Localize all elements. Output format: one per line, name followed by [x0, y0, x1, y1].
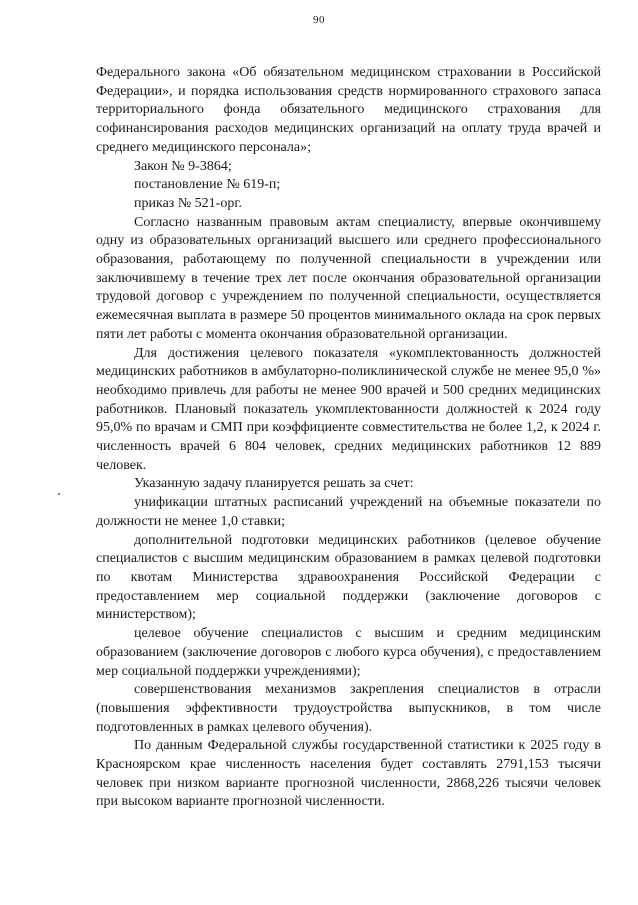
list-item-retention: совершенствования механизмов закрепления специалистов в отрасли (повышения эффективности трудоустройства выпускников, в том числе подготовленных в рамках целевого обучения).: [96, 682, 601, 735]
law-reference-1: Закон № 9-3864;: [134, 158, 232, 174]
law-reference-2: постановление № 619-п;: [134, 177, 281, 193]
paragraph-population-forecast: По данным Федеральной службы государственной статистики к 2025 году в Красноярском крае численность населения будет составлять 2791,153 тысячи человек при низком варианте прогнозной численности, 2868,226 тысячи человек при высоком варианте прогнозной численности.: [96, 738, 601, 810]
paragraph-target-indicator: Для достижения целевого показателя «укомплектованность должностей медицинских работников в амбулаторно-поликлинической службе не менее 95,0 %» необходимо привлечь для работы не менее 900 врачей и 500 средних медицинских работников. Плановый показатель укомплектованности должностей к 2024 году 95,0% по врачам и СМП при коэффициенте совместительства не более 1,2, к 2024 г. численность врачей 6 804 человек, средних медицинских работников 12 889 человек.: [96, 345, 601, 473]
list-item-training: дополнительной подготовки медицинских работников (целевое обучение специалистов с высшим медицинским образованием в рамках целевой подготовки по квотам Министерства здравоохранения Российской Федерации с предоставлением мер социальной поддержки (заключение договоров с министерством);: [96, 532, 601, 623]
scan-artifact-dot: [58, 493, 60, 495]
paragraph-task-intro: Указанную задачу планируется решать за счет:: [134, 476, 414, 492]
paragraph-payment: Согласно названным правовым актам специалисту, впервые окончившему одну из образовательных организаций высшего или среднего профессионального образования, работающему по полученной специальности в учреждении или заключившему в течение трех лет после окончания образовательной организации трудовой договор с учреждением по полученной специальности, осуществляется ежемесячная выплата в размере 50 процентов минимального оклада на срок первых пяти лет работы с момента окончания образовательной организации.: [96, 214, 601, 342]
document-body: [96, 64, 601, 812]
paragraph-law-continuation: Федерального закона «Об обязательном медицинском страховании в Российской Федерации», и порядка использования средств нормированного страхового запаса территориального фонда обязательного медицинского страхования для софинансирования расходов медицинских организаций на оплату труда врачей и среднего медицинского персонала»;: [96, 65, 601, 155]
law-reference-3: приказ № 521-орг.: [134, 195, 243, 211]
list-item-targeted-education: целевое обучение специалистов с высшим и средним медицинским образованием (заключение договоров с любого курса обучения), с предоставлением мер социальной поддержки учреждениями);: [96, 626, 601, 679]
page-number: 90: [313, 14, 325, 26]
list-item-staffing: унификации штатных расписаний учреждений на объемные показатели по должности не менее 1,0 ставки;: [96, 495, 601, 529]
